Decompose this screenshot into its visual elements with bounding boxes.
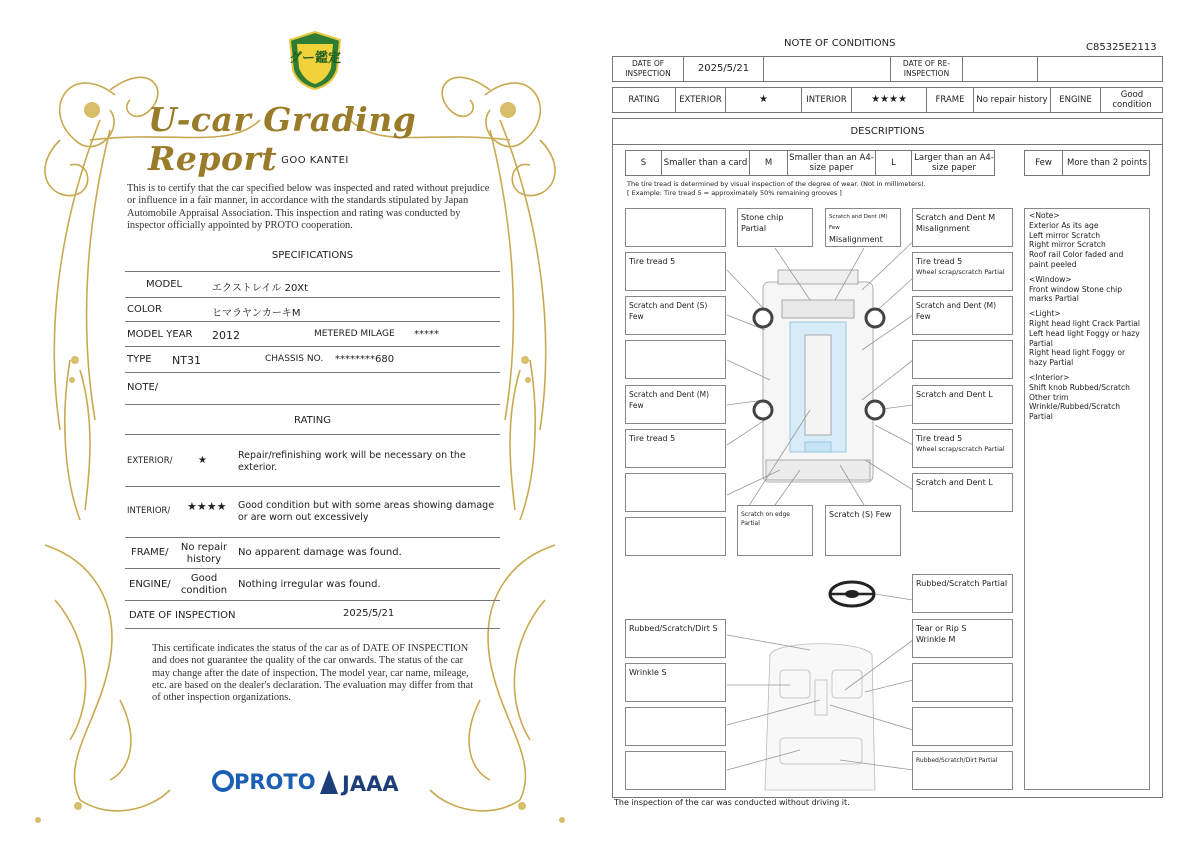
note-line: Other trim — [1029, 392, 1069, 402]
date-of-inspection-label: DATE OF INSPECTION — [613, 57, 684, 81]
rating-row-date — [125, 602, 500, 629]
legend-few: Few — [1025, 151, 1063, 175]
tire-tread-note: The tire tread is determined by visual inspection of the degree of wear. (Not in millimeters). — [627, 180, 926, 188]
desc-box-int-right-2 — [912, 663, 1013, 702]
note-line: Right mirror Scratch — [1029, 240, 1106, 250]
spec-row-model-year — [125, 323, 500, 347]
legend-m-desc: Smaller than an A4-size paper — [788, 151, 876, 175]
note-line: Right head light Foggy or hazy Partial — [1029, 348, 1126, 368]
date-of-reinspection-label: DATE OF RE-INSPECTION — [891, 57, 963, 81]
model-label: MODEL — [146, 279, 183, 290]
desc-box-int-left-1: Rubbed/Scratch/Dirt S — [625, 619, 726, 658]
desc-box-int-left-2: Wrinkle S — [625, 663, 726, 702]
note-line: <Note> — [1029, 211, 1060, 220]
mileage-label: METERED MILAGE — [314, 329, 395, 339]
exterior-stars: ★ — [726, 88, 802, 112]
certificate-disclaimer: This certificate indicates the status of the car as of DATE OF INSPECTION and does not guarantee the quality of the car onwards. The status of the car may change after the date of inspection. The model year, car name, mileage, etc. are based on the dealer's declaration. The evaluation may differ from that of other inspection organizations. — [152, 643, 474, 704]
model-value: エクストレイル 20Xt — [212, 283, 309, 294]
desc-box-right-4 — [912, 340, 1013, 379]
desc-box-front-center: Scratch and Dent (M) Few Misalignment — [825, 208, 901, 247]
note-line: <Window> — [1029, 274, 1072, 284]
desc-box-int-right-1: Tear or Rip S Wrinkle M — [912, 619, 1013, 658]
exterior-label: EXTERIOR/ — [127, 456, 173, 466]
rating-heading: RATING — [294, 415, 331, 426]
note-line: Front window Stone chip marks Partial — [1029, 284, 1123, 304]
desc-box-right-5: Scratch and Dent L — [912, 385, 1013, 424]
desc-box-left-3: Scratch and Dent (S) Few — [625, 296, 726, 335]
date-label: DATE OF INSPECTION — [129, 610, 236, 621]
notes-panel — [1024, 208, 1150, 790]
model-year-value: 2012 — [212, 329, 240, 342]
legend-s-desc: Smaller than a card — [662, 151, 750, 175]
date-value: 2025/5/21 — [343, 608, 395, 619]
desc-box-right-6: Tire tread 5 Wheel scrap/scratch Partial — [912, 429, 1013, 468]
legend-l-desc: Larger than an A4-size paper — [914, 153, 994, 173]
desc-box-right-2: Tire tread 5 Wheel scrap/scratch Partial — [912, 252, 1013, 291]
desc-box-left-2: Tire tread 5 — [625, 252, 726, 291]
desc-box-int-left-3 — [625, 707, 726, 746]
chassis-value: ********680 — [335, 354, 395, 365]
exterior-description: Repair/refinishing work will be necessary on the exterior. — [238, 450, 466, 473]
desc-box-rear-right: Scratch (S) Few — [825, 505, 901, 556]
engine-description: Nothing irregular was found. — [238, 579, 381, 590]
desc-box-int-right-4: Rubbed/Scratch/Dirt Partial — [912, 751, 1013, 790]
tire-tread-example: [ Example: Tire tread 5 = approximately 50% remaining grooves ] — [627, 189, 842, 197]
desc-box-right-1: Scratch and Dent M Misalignment — [912, 208, 1013, 247]
engine-value: Good condition — [180, 573, 228, 596]
desc-box-rear-left: Scratch on edge Partial — [737, 505, 813, 556]
interior-description: Good condition but with some areas showing damage or are worn out excessively — [238, 500, 495, 523]
legend-m: M — [750, 151, 788, 175]
jaaa-mark-icon — [320, 770, 338, 794]
frame-description: No apparent damage was found. — [238, 547, 402, 558]
steering-wheel-icon — [830, 582, 913, 606]
desc-box-left-4 — [625, 340, 726, 379]
legend-l: L — [876, 151, 912, 175]
legend-s: S — [626, 151, 662, 175]
note-line: Left head light Foggy or hazy Partial — [1029, 328, 1140, 348]
note-line: Left mirror Scratch — [1029, 230, 1101, 240]
certification-statement: This is to certify that the car specified below was inspected and rated without prejudice or influence in a fair manner, in accordance with the standards stipulated by Japan Automobile Appraisal Association. This inspection and rating was conducted by inspector officially appointed by PROTO cooperation. — [127, 183, 490, 231]
frame-value: No repair history — [974, 88, 1051, 112]
rating-row-exterior — [125, 437, 500, 487]
desc-box-right-3: Scratch and Dent (M) Few — [912, 296, 1013, 335]
desc-box-right-7: Scratch and Dent L — [912, 473, 1013, 512]
spec-row-type — [125, 348, 500, 373]
proto-logo: PROTO — [212, 770, 316, 794]
desc-box-left-1 — [625, 208, 726, 247]
report-title: U-car Grading Report — [148, 100, 417, 178]
note-line: <Interior> — [1029, 372, 1070, 382]
goo-kantei-shield-logo — [287, 30, 343, 90]
note-line: Shift knob Rubbed/Scratch — [1029, 382, 1130, 392]
type-value: NT31 — [172, 354, 201, 367]
chassis-label: CHASSIS NO. — [265, 354, 324, 364]
mileage-value: ***** — [414, 329, 439, 340]
specifications-heading: SPECIFICATIONS — [271, 250, 354, 261]
report-subtitle: GOO KANTEI — [281, 155, 349, 166]
rating-row-interior — [125, 488, 500, 538]
frame-label: FRAME/ — [131, 547, 169, 558]
model-year-label: MODEL YEAR — [127, 329, 193, 340]
note-line: Wrinkle/Rubbed/Scratch Partial — [1029, 402, 1121, 422]
frame-label: FRAME — [927, 88, 974, 112]
engine-label: ENGINE/ — [129, 579, 171, 590]
desc-box-int-right-3 — [912, 707, 1013, 746]
proto-mark-icon — [212, 770, 234, 792]
desc-box-steering: Rubbed/Scratch Partial — [912, 574, 1013, 613]
rating-divider — [125, 434, 500, 435]
color-label: COLOR — [127, 304, 162, 315]
desc-box-left-5: Scratch and Dent (M) Few — [625, 385, 726, 424]
rating-row-engine — [125, 570, 500, 601]
note-line: Roof rail Color faded and paint peeled — [1029, 250, 1124, 269]
desc-box-left-6: Tire tread 5 — [625, 429, 726, 468]
type-label: TYPE — [127, 354, 152, 365]
desc-box-left-7 — [625, 473, 726, 512]
rating-row-frame — [125, 539, 500, 569]
frame-value: No repair history — [180, 542, 228, 565]
interior-label: INTERIOR — [802, 88, 852, 112]
note-line: <Light> — [1029, 309, 1061, 319]
report-code: C85325E2113 — [1086, 42, 1157, 53]
legend-few-desc: More than 2 points — [1066, 158, 1147, 168]
interior-stars: ★★★★ — [852, 88, 927, 112]
note-of-conditions — [600, 0, 1200, 848]
conditions-footer: The inspection of the car was conducted without driving it. — [614, 798, 850, 807]
jaaa-logo: JAAA — [320, 770, 399, 796]
rating-label: RATING — [613, 88, 676, 112]
note-label: NOTE/ — [127, 382, 159, 393]
note-line: Exterior As its age — [1029, 220, 1099, 230]
spec-row-note — [125, 374, 500, 405]
engine-value: Good condition — [1112, 90, 1152, 110]
conditions-title: NOTE OF CONDITIONS — [784, 38, 896, 49]
svg-text:グー鑑定: グー鑑定 — [288, 51, 342, 66]
exterior-stars: ★ — [198, 455, 207, 466]
date-of-inspection-value: 2025/5/21 — [684, 57, 764, 81]
note-line: Right head light Crack Partial — [1029, 318, 1140, 328]
desc-box-int-left-4 — [625, 751, 726, 790]
color-value: ヒマラヤンカーキM — [212, 308, 301, 319]
desc-box-front-left: Stone chip Partial — [737, 208, 813, 247]
descriptions-heading: DESCRIPTIONS — [612, 118, 1163, 145]
interior-stars: ★★★★ — [187, 500, 227, 513]
desc-box-left-8 — [625, 517, 726, 556]
spec-row-model — [125, 271, 500, 298]
engine-label: ENGINE — [1051, 88, 1101, 112]
spec-row-color — [125, 298, 500, 322]
interior-label: INTERIOR/ — [127, 506, 171, 516]
exterior-label: EXTERIOR — [676, 88, 726, 112]
